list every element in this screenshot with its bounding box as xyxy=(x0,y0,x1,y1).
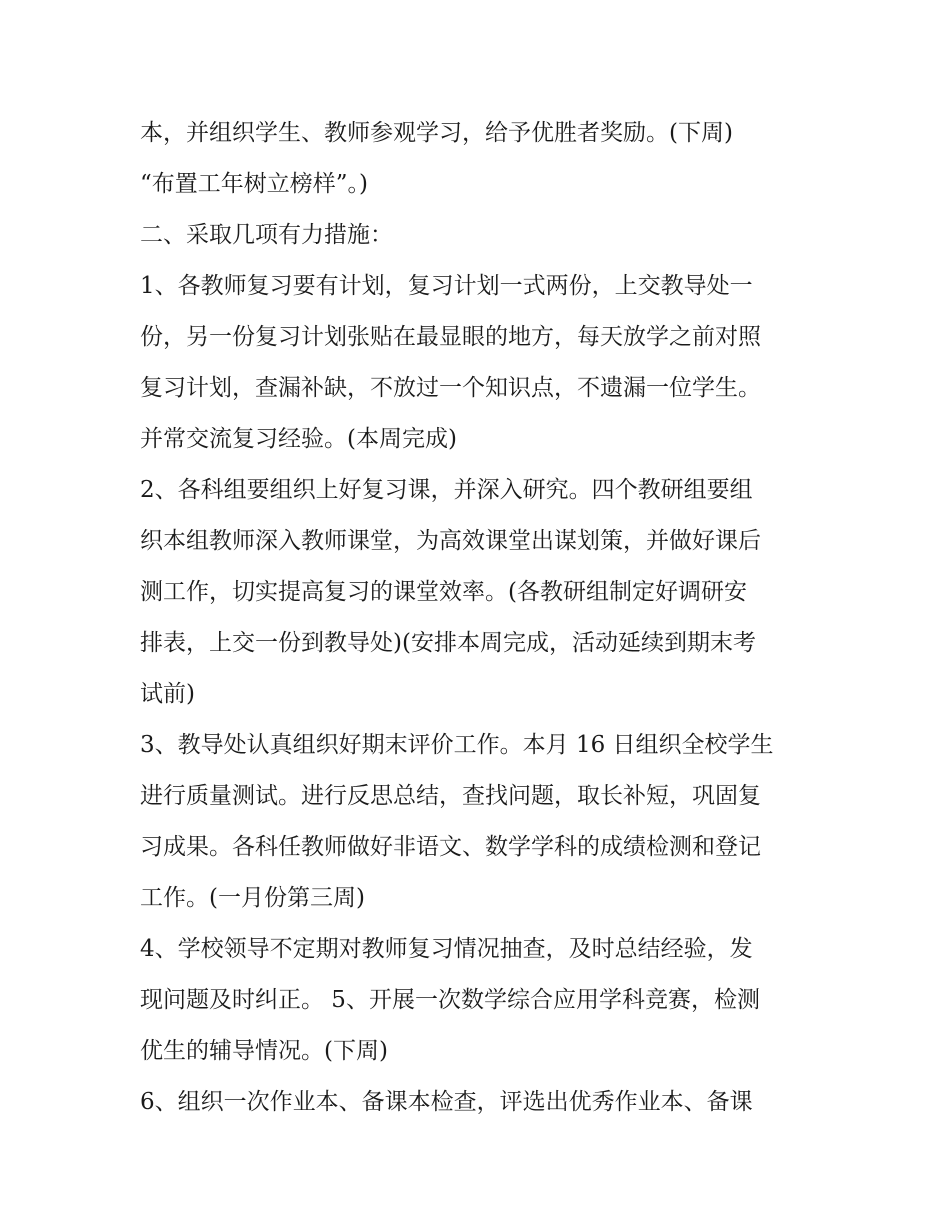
section-heading: 二、采取几项有力措施： xyxy=(140,222,393,248)
text-line: 优生的辅导情况。(下周) xyxy=(140,1038,388,1064)
text-line: 复习计划，查漏补缺，不放过一个知识点，不遗漏一位学生。 xyxy=(140,375,761,401)
text-line: 试前) xyxy=(140,681,195,707)
text-line: “布置工年树立榜样”。) xyxy=(140,171,368,197)
text-line: 习成果。各科任教师做好非语文、数学学科的成绩检测和登记 xyxy=(140,834,761,860)
text-line: 织本组教师深入教师课堂，为高效课堂出谋划策，并做好课后 xyxy=(140,528,761,554)
text-line: 现问题及时纠正。 5、开展一次数学综合应用学科竞赛，检测 xyxy=(140,987,760,1013)
text-line: 进行质量测试。进行反思总结，查找问题，取长补短，巩固复 xyxy=(140,783,761,809)
text-line: 排表，上交一份到教导处)(安排本周完成，活动延续到期末考 xyxy=(140,630,756,656)
text-line: 1、各教师复习要有计划，复习计划一式两份，上交教导处一 xyxy=(140,273,753,299)
text-line: 6、组织一次作业本、备课本检查，评选出优秀作业本、备课 xyxy=(140,1089,753,1115)
document-body xyxy=(140,108,820,1128)
text-line: 测工作，切实提高复习的课堂效率。(各教研组制定好调研安 xyxy=(140,579,747,605)
text-line: 并常交流复习经验。(本周完成) xyxy=(140,426,457,452)
text-line: 4、学校领导不定期对教师复习情况抽查，及时总结经验，发 xyxy=(140,936,753,962)
text-line: 本，并组织学生、教师参观学习，给予优胜者奖励。(下周) xyxy=(140,120,733,146)
text-line: 3、教导处认真组织好期末评价工作。本月 16 日组织全校学生 xyxy=(140,732,774,758)
text-line: 2、各科组要组织上好复习课，并深入研究。四个教研组要组 xyxy=(140,477,753,503)
text-line: 份，另一份复习计划张贴在最显眼的地方，每天放学之前对照 xyxy=(140,324,761,350)
text-line: 工作。(一月份第三周) xyxy=(140,885,365,911)
